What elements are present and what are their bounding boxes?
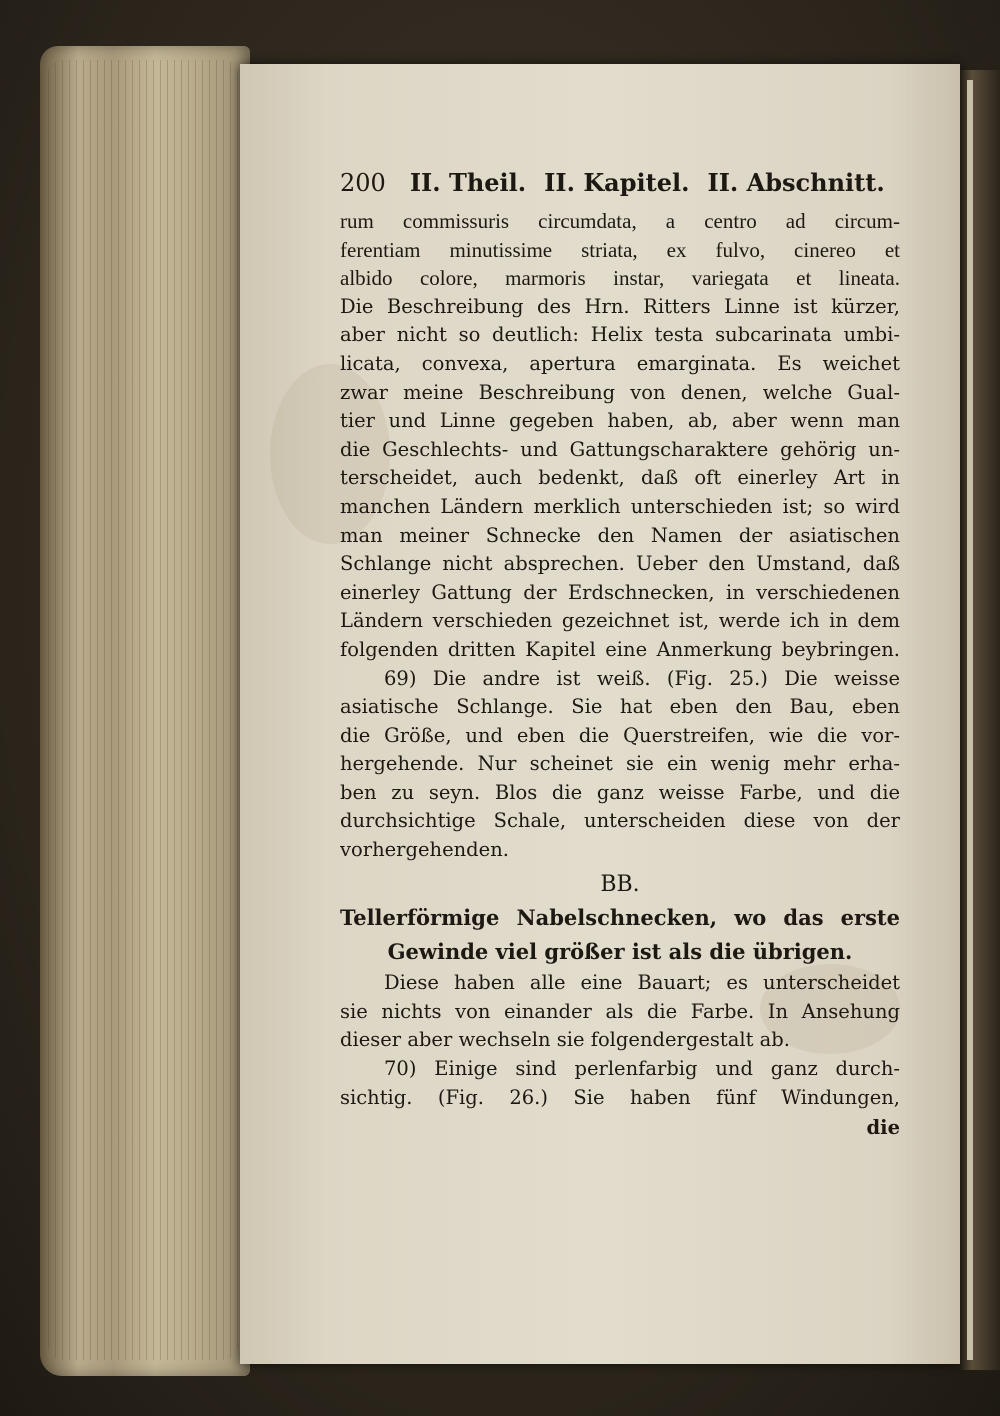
text-line: terscheidet, auch bedenkt, daß oft einerley Art in [340,466,900,490]
text-line: albido colore, marmoris instar, variegata et lineata. [340,266,900,291]
page-edge-texture [48,60,238,1360]
next-page-edge [967,80,973,1360]
page-text [340,168,900,1142]
text-line: zwar meine Beschreibung von denen, welche Gual- [340,380,900,404]
text-line: sie nichts von einander als die Farbe. In Ansehung [340,999,900,1023]
catchword: die [866,1116,900,1140]
section-heading-line: Tellerförmige Nabelschnecken, wo das erste [340,905,900,931]
text-line: licata, convexa, apertura emarginata. Es weichet [340,351,900,375]
text-line: vorhergehenden. [340,838,509,862]
text-line: durchsichtige Schale, unterscheiden diese von der [340,809,900,833]
running-head [340,168,900,197]
text-line: tier und Linne gegeben haben, ab, aber wenn man [340,409,900,433]
text-line: Schlange nicht absprechen. Ueber den Umstand, daß [340,552,900,576]
running-head-part: II. Theil. [409,168,527,197]
text-line: manchen Ländern merklich unterschieden ist; so wird [340,494,900,518]
text-line: folgenden dritten Kapitel eine Anmerkung beybringen. [340,637,900,661]
text-line: rum commissuris circumdata, a centro ad circum- [340,209,900,233]
section-heading-line: Gewinde viel größer ist als die übrigen. [387,939,853,965]
text-line: man meiner Schnecke den Namen der asiatischen [340,523,900,547]
text-line: asiatische Schlange. Sie hat eben den Bau, eben [340,695,900,719]
text-line: Die Beschreibung des Hrn. Ritters Linne ist kürzer, [340,294,900,318]
text-line: ben zu seyn. Blos die ganz weisse Farbe, und die [340,780,900,804]
running-head-chapter: II. Kapitel. [544,168,690,197]
text-line: dieser aber wechseln sie folgendergestalt ab. [340,1028,790,1052]
text-line: ferentiam minutissime striata, ex fulvo, cinereo et [340,237,900,262]
text-line: aber nicht so deutlich: Helix testa subcarinata umbi- [340,323,900,347]
section-mark: BB. [600,871,640,897]
text-line: die Größe, und eben die Querstreifen, wie die vor- [340,723,900,747]
running-head-section: II. Abschnitt. [707,168,885,197]
page-number: 200 [340,169,386,197]
binding-shadow [960,70,1000,1370]
text-line: einerley Gattung der Erdschnecken, in verschiedenen [340,580,900,604]
text-line: 70) Einige sind perlenfarbig und ganz durch- [384,1057,900,1081]
text-line: Diese haben alle eine Bauart; es unterscheidet [384,971,900,995]
text-line: hergehende. Nur scheinet sie ein wenig mehr erha- [340,752,900,776]
text-line: Ländern verschieden gezeichnet ist, werde ich in dem [340,609,900,633]
text-line: 69) Die andre ist weiß. (Fig. 25.) Die weisse [384,666,900,690]
text-line: die Geschlechts- und Gattungscharaktere gehörig un- [340,437,900,461]
text-line: sichtig. (Fig. 26.) Sie haben fünf Windungen, [340,1085,900,1109]
